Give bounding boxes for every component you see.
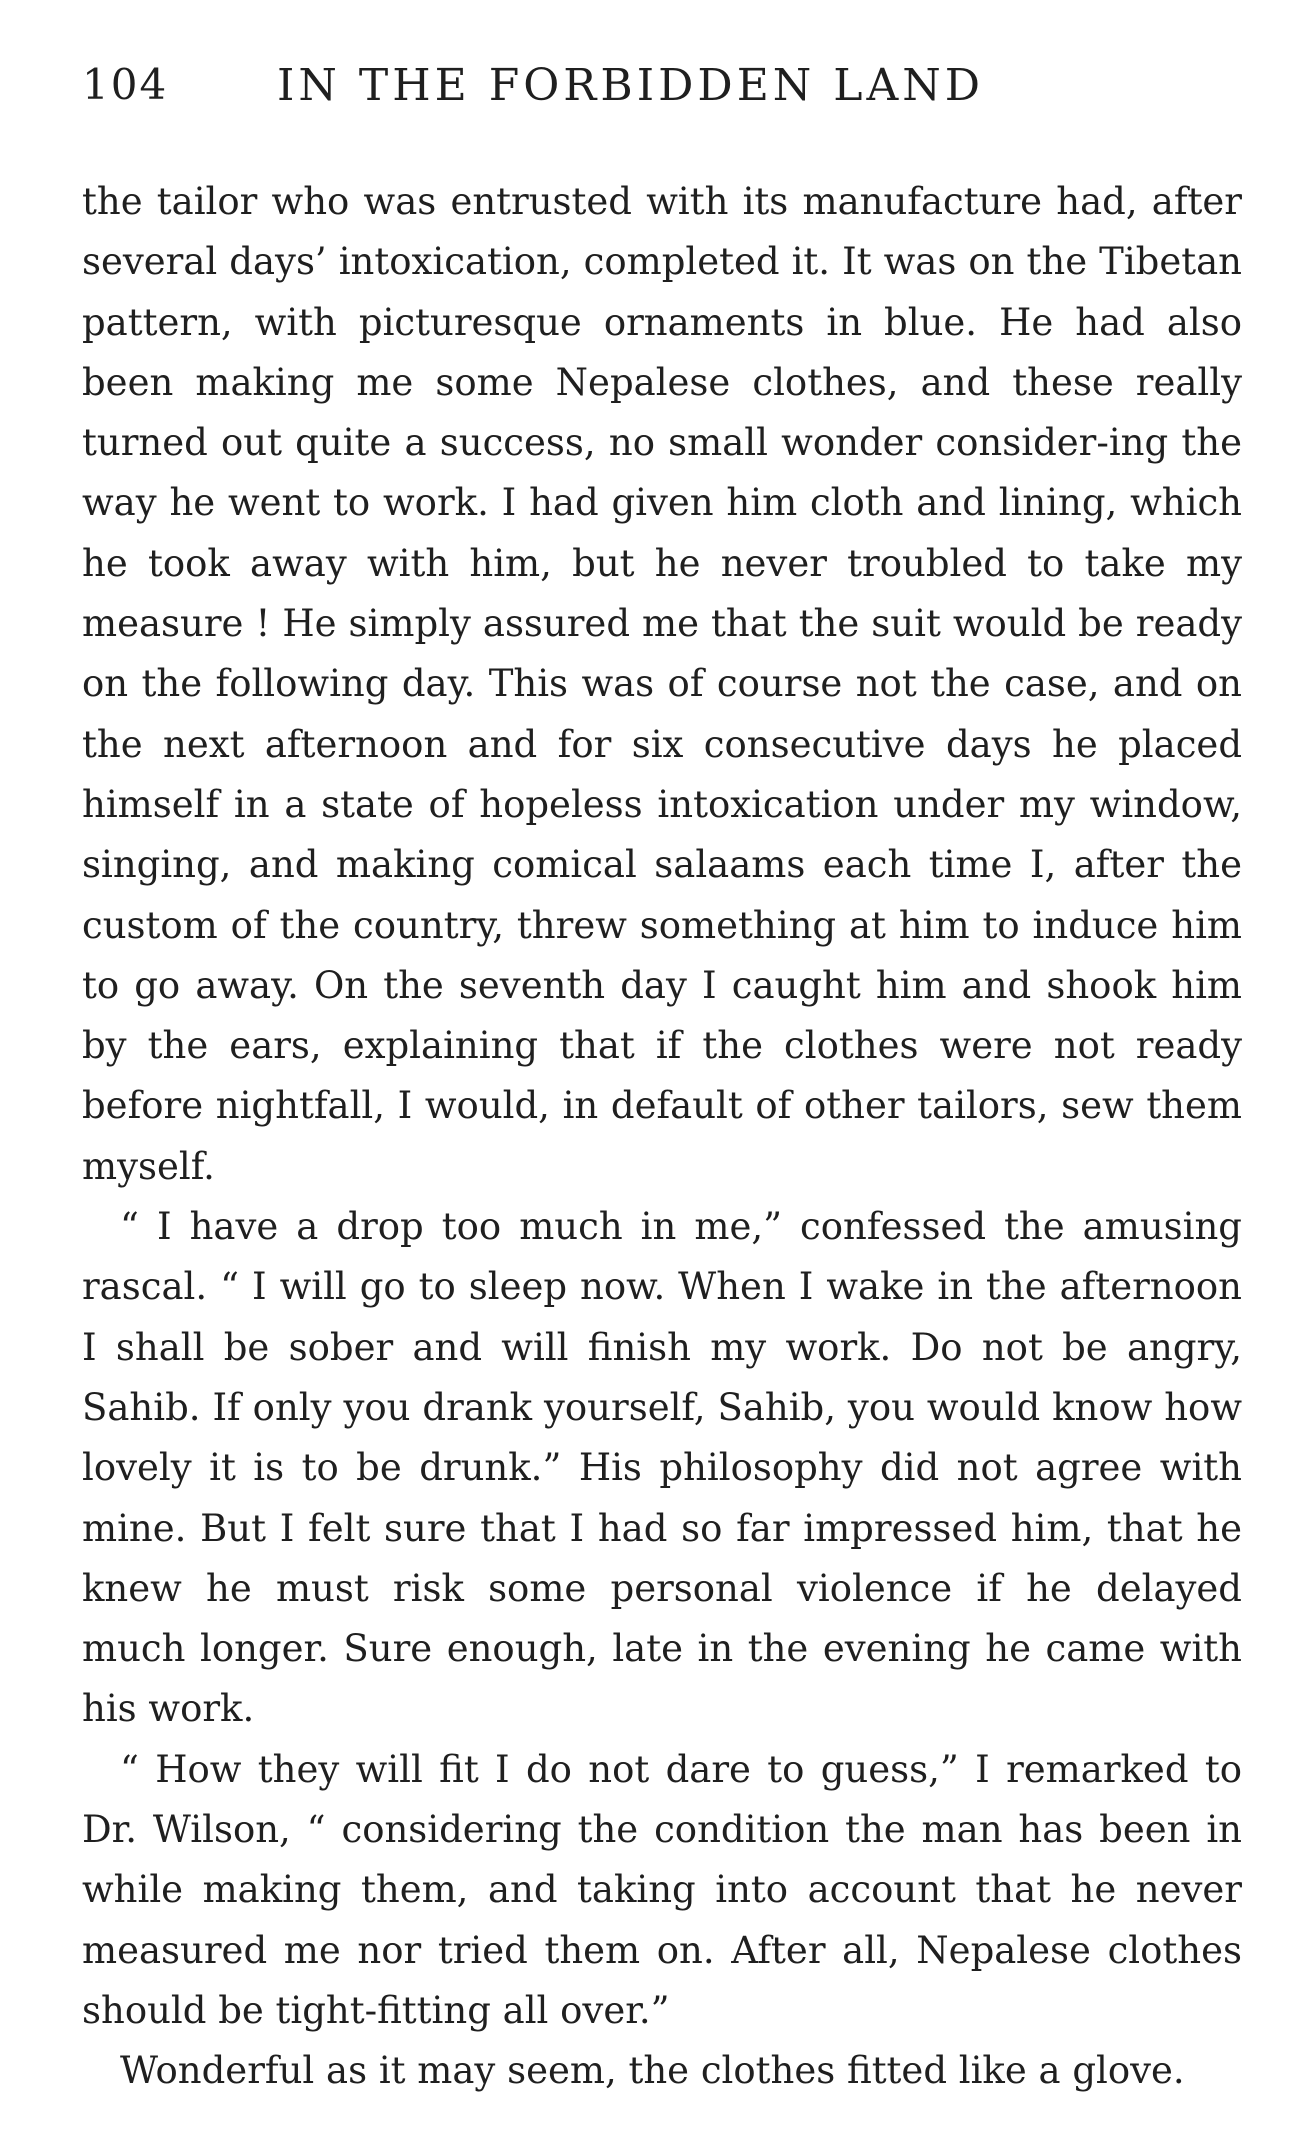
paragraph: the tailor who was entrusted with its manufacture had, after several days’ intoxication, completed it. It was on the Tibetan pattern, with picturesque ornaments in blue. He had also been making me some Nepalese clothes, and these really turned out quite a success, no small wonder consider-ing the way he went to work. I had given him cloth and lining, which he took away with him, but he never troubled to take my measure ! He simply assured me that the suit would be ready on the following day. This was of course not the case, and on the next afternoon and for six consecutive days he placed himself in a state of hopeless intoxication under my window, singing, and making comical salaams each time I, after the custom of the country, threw something at him to induce him to go away. On the seventh day I caught him and shook him by the ears, explaining that if the clothes were not ready before nightfall, I would, in default of other tailors, sew them myself. [82, 180, 1242, 1188]
body-text [82, 172, 1242, 2102]
paragraph: Wonderful as it may seem, the clothes fitted like a glove. [120, 2049, 1185, 2093]
book-page [82, 52, 1242, 2102]
page-header [82, 52, 1242, 132]
page-number: 104 [82, 60, 169, 109]
paragraph: “ How they will fit I do not dare to guess,” I remarked to Dr. Wilson, “ considering the condition the man has been in while making them, and taking into account that he never measured me nor tried them on. After all, Nepalese clothes should be tight-fitting all over.” [82, 1747, 1242, 2032]
paragraph: “ I have a drop too much in me,” confessed the amusing rascal. “ I will go to sleep now. When I wake in the afternoon I shall be sober and will finish my work. Do not be angry, Sahib. If only you drank yourself, Sahib, you would know how lovely it is to be drunk.” His philosophy did not agree with mine. But I felt sure that I had so far impressed him, that he knew he must risk some personal violence if he delayed much longer. Sure enough, late in the evening he came with his work. [82, 1205, 1242, 1731]
running-title: IN THE FORBIDDEN LAND [277, 60, 985, 111]
